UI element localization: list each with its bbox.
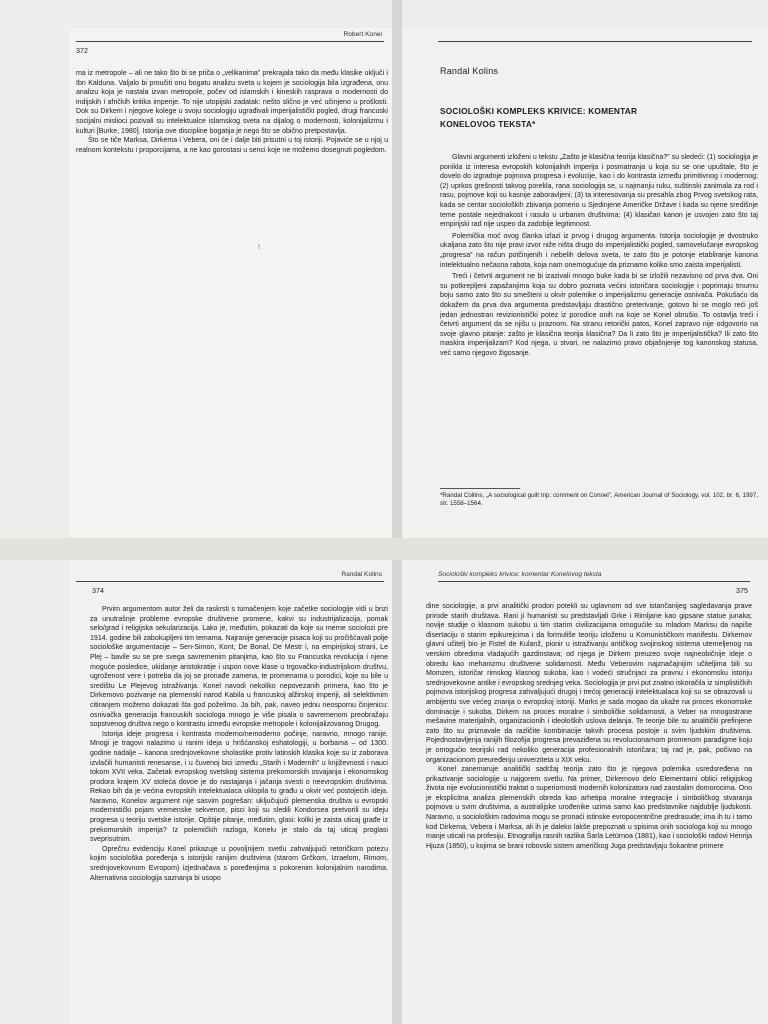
- header-rule: [76, 41, 384, 42]
- paragraph: dine sociologije, a prvi analitički prodori potekli su uglavnom od sve istančanijeg sagledavanja prave prirode starih društava. Rani ji humanisti su predstavljali Grke i Rimljane kao gipsane statue junaka; novije studije o klasnom sukobu u tim starim civilizacijama omogućile su mladom Marksu da napiše disertaciju o starim epikurejcima i da formuliše teoriju izloženu u Komunističkom manifestu. Dirkemov glavni učitelj bio je Fistel de Kulanž, pionir u istraživanju antičkog svojinskog sistema utemeljenog na verskim obredima vladajućih gazdinstava; od njega je Dirkem preuzeo svoje najneobičnije ideje o obredu kao mehanizmu društvene solidarnosti. Među Veberovim najznačajnijim učiteljima bili su Momzen, istoričar rimskog klasnog sukoba, kao i vodeći stručnjaci za pravnu i ekonomsku istoriju srednjovekovne antike i evropskog srednjeg veka. Sociologija je prvi put znatno iskoračila iz simplističkih pojmova istorijskog progresa zahvaljujući drugoj i trećoj generaciji intelektualaca koji su se obrazovali u ambijentu sve većeg znanja o evropskoj istoriji. Marks je sada mogao da ukaže na proces ekonomske dominacije i sukoba, Dirkem na proces moralne i simboličke solidarnosti, a Veber na mnogostrane mešavine materijalnih, organizacionih i ideoloških uslova delanja. Te teorije bile su analitički prefinjene zato što su priznavale da različite kombinacije takvih procesa postoje u svim ljudskim društvima. Pojednostavljenja ranijih filozofija progresa prevaziđena su revolucionarnom promenom paradigme koju je omogućio teorijski rad nekoliko generacija profesionalnih istoričara; taj rad je, pak, počivao na organizacionom preuređenju univerziteta u XIX veku.: [426, 603, 752, 764]
- paragraph: Prvim argumentom autor želi da raskrsti s tumačenjem koje začetke sociologije vidi u brizi za unutrašnje probleme evropske društvene promene, kakvi su industrijalizacija, pomak selo/grad i religijska sekularizacija. Lako je, međutim, pokazati da koje su merne sociolozi pre 1914. godine bili zabokupljeni tim temama. Najranije generacije pisaca koji su pročišćavali polje sociološke argumentacije – Sen-Simon, Kont, De Bonal, De Mestr i, na empirijskoj strani, Le Plej – bavile su se pre svega savremenim pitanjima, kao što su Francuska revolucija i njene moguće posledice, ukidanje aristokratije i uspon nove klase u trgovačko-industrijskom društvu, ugroženost vere i potreba da joj se pronađe zamena, te promenama u porodici, koje su bile u središtu Le Plejevog istraživanja. Konel navodi nekoliko nepovezanih primera, kao što je Dirkemovo pozivanje na plemenski narod Kabila u francuskoj alžirskoj imperiji, ali selektivnim citiranjem možemo dokazati šta god poželimo. Ja bih, pak, naveo jednu neospornu činjenicu: osnivačka generacija francuskih sociologa mnogo je više pisala o savremenom preobražaju sopstvenog društva nego o kontrastu između evropske metropole i kolonijalizovanog Drugog.: [90, 606, 388, 729]
- paragraph: Konel zanemaruje analitički sadržaj teorija zato što je njegova polemika usredsređena na prikazivanje sociologije u najgorem svetlu. Na primer, Dirkemovo delo Elementarni oblici religijskog života nije evolucionistički traktat o superiornosti modernih kolonizatora nad zaostalim domorocima. Ono je eksplicitna analiza plemenskih obreda kao arhetipa moralne integracije i simboličkog stvaranja pojmova u svim društvima, a australijske urođenike uzima samo kao predstavnike najdublje ljudskosti. Naravno, u sociološkim radovima mogu se pronaći istinske evropocentrične predrasude; ima ih tu i tamo kod Dirkema, Vebera i Marksa, ali ih je daleko lakše prepoznati u spisima onih sociologa koji su mnogo manje uticali na profesiju. Etnografija rasnih razlika Šarla Letürnoa (1881), kao i sociološki radovi Henrija Hjuza (1850), u kojima se brani robovski sistem američkog Juga predstavljaju šokantne primere: [426, 766, 752, 850]
- page-number: 374: [92, 586, 104, 595]
- body-text: [426, 602, 752, 851]
- footnote-rule: [440, 488, 520, 489]
- header-rule: [438, 41, 752, 42]
- paragraph: ma iz metropole – ali ne tako što bi se priča o „velikanima” prekrajala tako da među klasike uključi i Ibn Kalduna. Valjalo bi proučiti onu bogatu analizu sveta u kojem je sociologija bila izgrađena, onu analizu koja je nastala izvan metropole, počev od islamskih i kineskih rasprava o modernosti do indijskih i afričkih kritika imperije. To nije utopijski zadatak: nešto slično je već učinjeno u prošlosti. Dok su Dirkem i njegove kolege u svoju sociologiju ugrađivali imperijalistički pogled, drugi francuski socijalni mislioci pozivali su intelektualce islamskog sveta na dijalog o modernosti, kolonijalizmu i kulturi [Burke, 1980]. Istorija ove discipline bogatija je nego što se obično pretpostavlja.: [76, 70, 388, 135]
- paragraph: Treći i četvrti argument ne bi izazivali mnogo buke kada bi se izložili nezavisno od prva dva. Oni su potkrepljeni zapažanjima koja su dobro poznata većini istoričara sociologije i poprimaju tmurnu boju samo zato što su smešteni u okvir polemike o imperijalizmu generacije osnivača. Pokušaću da dokažem da prva dva argumenta predstavljaju drastično preterivanje, gotovo bi se moglo reći još jedan jednostran revizionistički potez iz porodice onih na koje se Konel obrušio. To ostavlja treći i četvrti argument da se njišu u praznom. Na stranu retorički patos, Konel zapravo nije odgovorio na svoje glavno pitanje: zašto je klasična teorija klasična? Da li zato što je imperijalistička? Ili zato što maskira imperijalizam? Kod njega, u stvari, ne nalazimo pravo objašnjenje tog kanonskog statusa, već samo njegovo žigosanje.: [440, 273, 758, 357]
- page-375: [402, 560, 768, 1024]
- article-title-line: SOCIOLOŠKI KOMPLEKS KRIVICE: KOMENTAR: [440, 106, 638, 116]
- running-head: Randal Kolins: [341, 571, 382, 578]
- paragraph: Glavni argumenti izloženi u tekstu „Zašto je klasična teorija klasična?” su sledeći: (1) sociologija je ponikla iz interesa evropskih kolonijalnih imperija i posmatranja u koja su se one upuštale, što je dovelo do izgradnje pojmova progresa i evolucije, kao i do kontrasta između primitivnog i modernog; (2) uprkos grešnosti takvog porekla, rana sociologija se, u najmanju ruku, suštinski zanimala za rod i rasu, pojmove koji su kasnije zaboravljeni; (3) ta interesovanja su presahla zbog Prvog svetskog rata, kada se centar socioloških zbivanja pomerio u Sjedinjene Američke Države i kada su njene središnje teme postale nejednakost i rasulo u urbanim društvima; (4) klasičan kanon je usvojen zato što taj empirijski rad nije uspeo da zadobije legitimnost.: [440, 154, 758, 229]
- paragraph: Polemička moć ovog članka izlazi iz prvog i drugog argumenta. Istorija sociologije je dvostruko ukaljana zato što nije pravi izvor niže ništa drugo do imperijalistički pogled, samovelučanje evropskog „progresa” na račun potčinjenih i nebelih delova sveta, te zato što je potonje etabliranje kanona intelektualno nečasna rabota, koja nam onemogućuje da priznamo koliko smo zaista imperijalisti.: [440, 232, 758, 269]
- article-title-line: KONELOVOG TEKSTA*: [440, 119, 536, 129]
- article-author: Randal Kolins: [440, 66, 499, 76]
- paragraph: Što se tiče Marksa, Dirkema i Vebera, oni će i dalje biti prisutni u toj istoriji. Pojaviće se u njoj u realnom kontekstu i proporcijama, a ne kao gorostasi u senci koje ne možemo dosegnuti pogledom.: [76, 137, 388, 154]
- body-text: [90, 605, 388, 883]
- page-divider: [0, 538, 768, 560]
- running-head: Robert Konel: [343, 31, 382, 38]
- paragraph: Oprečnu evidenciju Konel prikazuje u povoljnijem svetlu zahvaljujući retoričkom potezu kojim sociološka poređenja s istorijski ranijim društvima (starom Grčkom, Izraelom, Rimom, srednjovekovnom Evropom) izjednačava s poređenjima s pokorenim kolonijalnim narodima. Alternativna sociologija saznanja bi usopo: [90, 845, 388, 882]
- stray-mark: !: [258, 244, 260, 251]
- body-text: [440, 153, 758, 358]
- header-rule: [76, 581, 384, 582]
- article-title: [440, 105, 760, 131]
- body-text: [76, 69, 388, 155]
- page-number: 372: [76, 46, 88, 55]
- page-372: [70, 28, 392, 538]
- page-374: [70, 560, 392, 1024]
- book-gutter: [392, 0, 402, 1024]
- paragraph: Istorija ideje progresa i kontrasta moderno/nemoderno počinje, naravno, mnogo ranije. Mnogi je tragovi nalazimo u ranim ideja u hrišćanskoj eshatologiji, u borbama – od 1300. godine nadalje – kanona srednjovekovne sholastike protiv latinskih klasika koje su iz zaborava izvlačili humanisti renesanse, i u čuvenoj bici između „Starih i Modernih” u književnosti i nauci tokom XVII veka. Začetak evropskog svetskog sistema prekomorskih osvajanja i ekonomskog prodora krajem XV stoleća dovoe je do nastajanja i jačanja svesti o neevropskim društvima. Rekao bih da je većina evropskih intelektualaca uklopila tu građu u okvir već postojećih ideja. Naravno, Konelov argument nije sasvim pogrešan: uključujući plemenska društva u evropski modernistički pojam vremenske sekvence, pisci koji su sledili Kondorsea pretvorili su ideju progresa u teoriju svetske istorije. Opštije pitanje, međutim, glasi: koliki je zaista uticaj građe iz prekomorskih imperija? Iz polemičkih razloga, Konelu je stalo da taj uticaj proglasi sveprisutnim.: [90, 730, 388, 844]
- running-head: Sociološki kompleks krivice: komentar Konelovog teksta: [438, 571, 602, 578]
- footnote: *Randal Collins, „A sociological guilt trip: comment on Connel”, American Journal of Sociology, vol. 102, br. 6, 1997, str. 1558–1564.: [440, 492, 758, 508]
- header-rule: [438, 581, 750, 582]
- page-number: 375: [736, 586, 748, 595]
- page-373: [402, 28, 768, 538]
